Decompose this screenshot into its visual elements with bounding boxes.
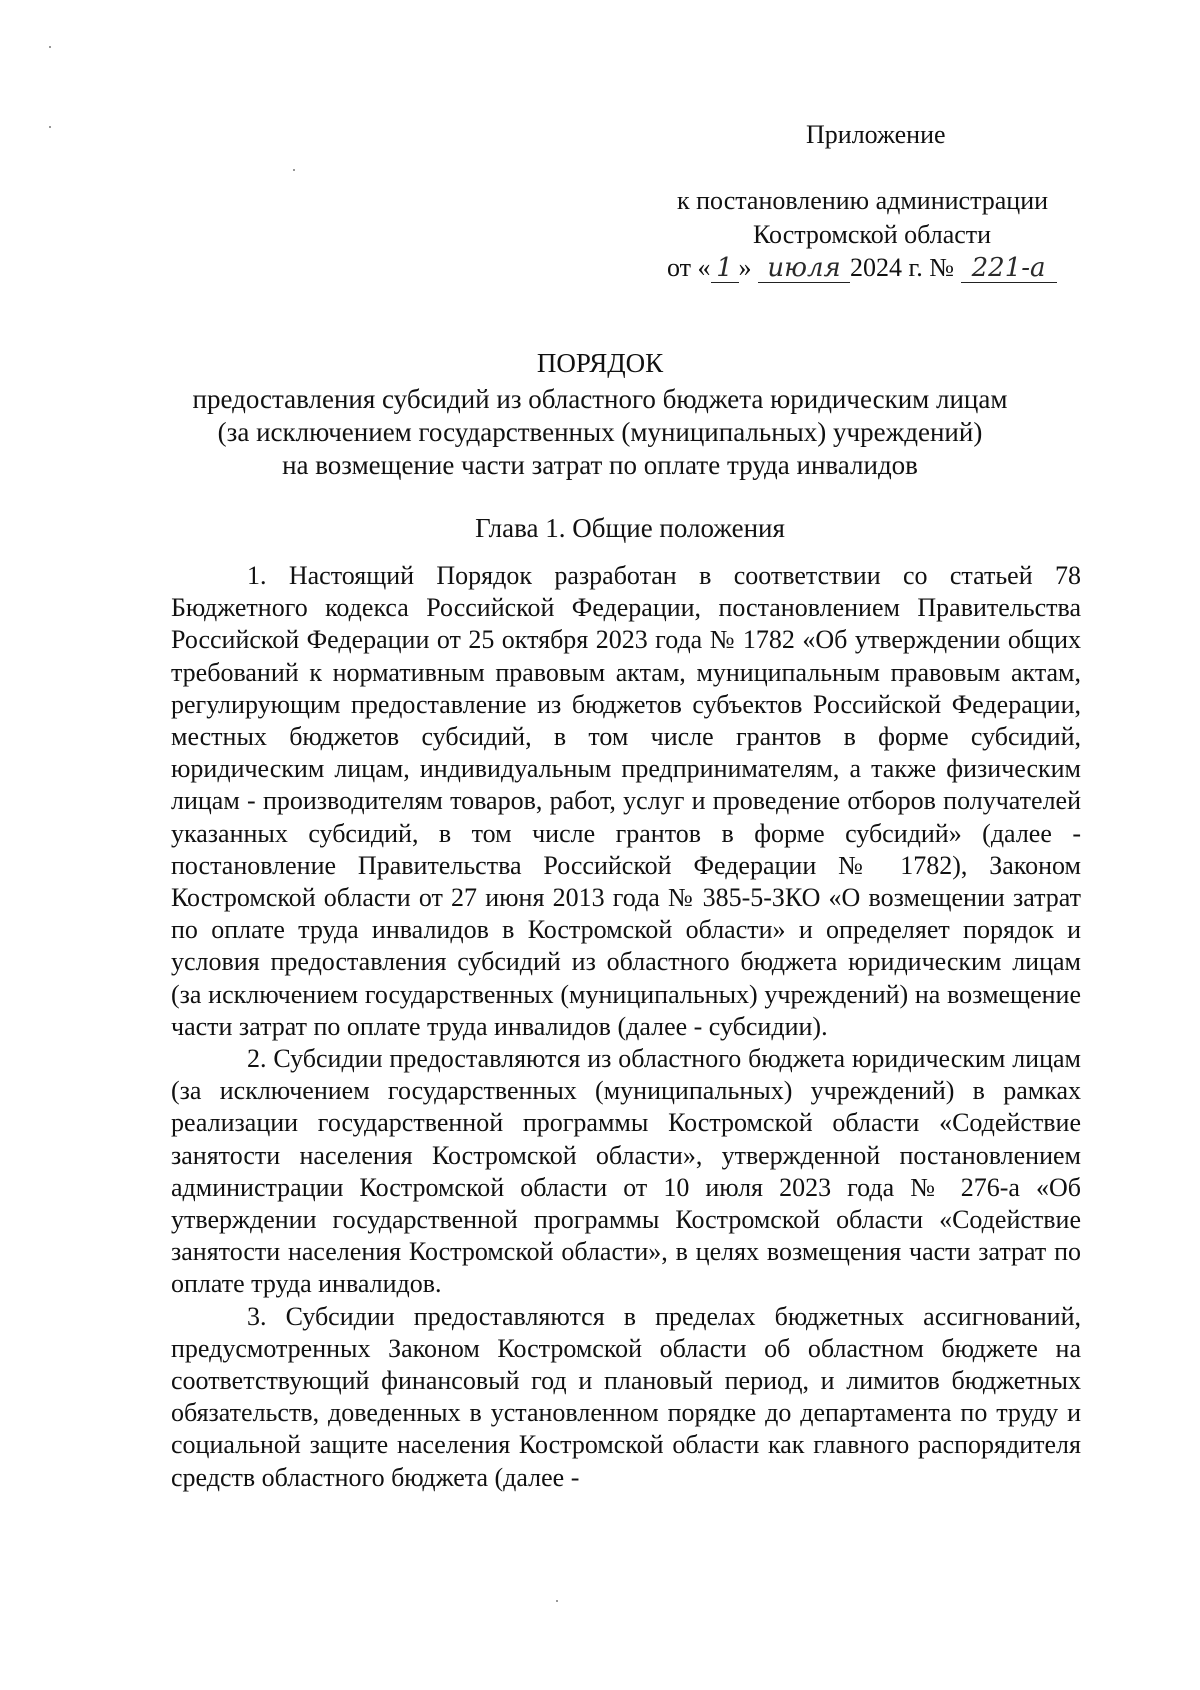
scan-speck — [293, 169, 295, 171]
doc-number-handwritten: 221-а — [961, 254, 1057, 283]
scan-speck — [556, 1600, 558, 1602]
annex-line-1: к постановлению администрации — [677, 186, 1049, 215]
date-year: 2024 г. № — [850, 253, 955, 282]
date-prefix: от « — [667, 253, 711, 282]
annex-label: Приложение — [806, 120, 946, 149]
scan-speck — [49, 46, 51, 48]
title-line-3: на возмещение части затрат по оплате труда инвалидов — [282, 450, 918, 480]
paragraph-3: 3. Субсидии предоставляются в пределах бюджетных ассигнований, предусмотренных Законом Костромской области об областном бюджете на соответствующий финансовый год и плановый период, и лимитов бюджетных обязательств, доведенных в установленном порядке до департамента по труду и социальной защите населения Костромской области как главного распорядителя средств областного бюджета (далее - — [171, 1301, 1081, 1492]
chapter-heading: Глава 1. Общие положения — [475, 513, 785, 543]
date-mid: » — [738, 253, 752, 282]
document-heading: ПОРЯДОК — [536, 348, 664, 378]
title-line-2: (за исключением государственных (муниципальных) учреждений) — [217, 417, 983, 447]
annex-date-line — [667, 251, 1057, 285]
document-body — [171, 560, 1081, 1494]
date-month-handwritten: июля — [758, 254, 850, 283]
scan-speck — [49, 126, 51, 128]
annex-line-2: Костромской области — [753, 220, 992, 249]
paragraph-1: 1. Настоящий Порядок разработан в соответствии со статьей 78 Бюджетного кодекса Российской Федерации, постановлением Правительства Российской Федерации от 25 октября 2023 года № 1782 «Об утверждении общих требований к нормативным правовым актам, муниципальным правовым актам, регулирующим предоставление из бюджетов субъектов Российской Федерации, местных бюджетов субсидий, в том числе грантов в форме субсидий, юридическим лицам, индивидуальным предпринимателям, а также физическим лицам - производителям товаров, работ, услуг и проведение отборов получателей указанных субсидий, в том числе грантов в форме субсидий» (далее - постановление Правительства Российской Федерации № 1782), Законом Костромской области от 27 июня 2013 года № 385-5-ЗКО «О возмещении затрат по оплате труда инвалидов в Костромской области» и определяет порядок и условия предоставления субсидий из областного бюджета юридическим лицам (за исключением государственных (муниципальных) учреждений) на возмещение части затрат по оплате труда инвалидов (далее - субсидии). — [171, 561, 1081, 1041]
date-day-handwritten: 1 — [711, 254, 739, 283]
paragraph-2: 2. Субсидии предоставляются из областного бюджета юридическим лицам (за исключением государственных (муниципальных) учреждений) в рамках реализации государственной программы Костромской области «Содействие занятости населения Костромской области», утвержденной постановлением администрации Костромской области от 10 июля 2023 года № 276-а «Об утверждении государственной программы Костромской области «Содействие занятости населения Костромской области», в целях возмещения части затрат по оплате труда инвалидов. — [171, 1044, 1081, 1299]
title-line-1: предоставления субсидий из областного бюджета юридическим лицам — [192, 384, 1008, 414]
